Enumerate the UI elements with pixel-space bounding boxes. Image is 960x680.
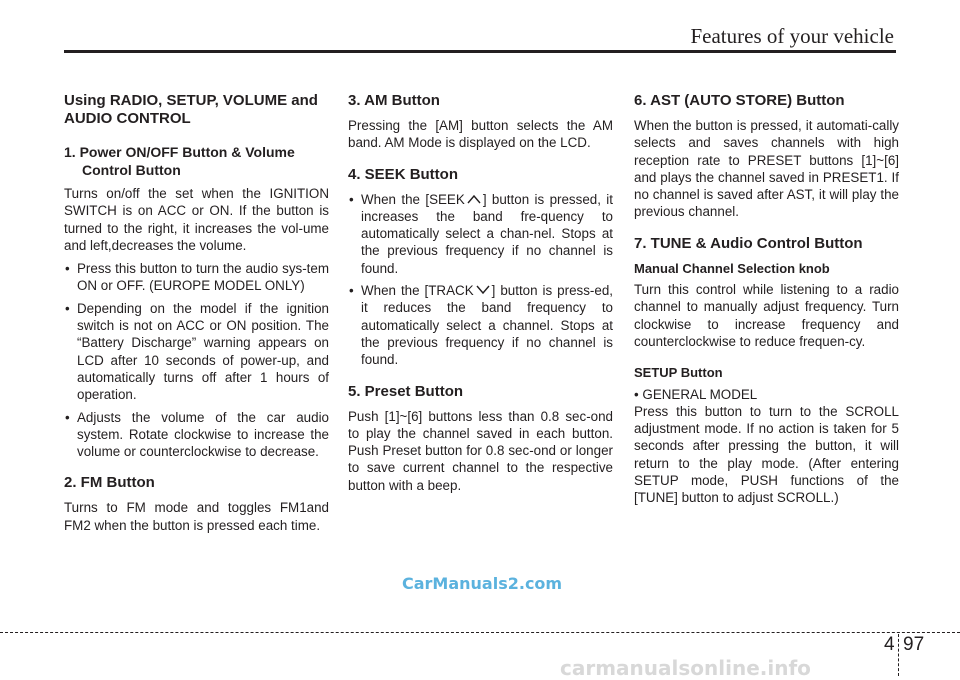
seek-bullet-post: ] button is pressed, it increases the band fre-quency to automatically select a chan-nel. Stops at the previous frequency if no channel is found. xyxy=(361,191,614,276)
preset-button-heading: 5. Preset Button xyxy=(348,382,464,400)
list-item xyxy=(348,191,613,277)
column-1 xyxy=(64,92,329,540)
am-button-text: Pressing the [AM] button selects the AM band. AM Mode is displayed on the LCD. xyxy=(348,118,613,151)
setup-button-heading: SETUP Button xyxy=(634,365,723,381)
watermark-site: carmanualsonline.info xyxy=(560,656,811,680)
power-button-list xyxy=(64,260,329,460)
page-number: 97 xyxy=(903,634,925,655)
header-rule xyxy=(64,50,896,53)
power-button-text: Turns on/off the set when the IGNITION SWITCH is on ACC or ON. If the button is turned to the right, it increases the vol-ume and left,decreases the volume. xyxy=(64,186,329,253)
column-3 xyxy=(634,92,899,513)
track-bullet-pre: When the [TRACK xyxy=(361,283,474,299)
list-item: • Press this button to turn the audio sys-tem ON or OFF. (EUROPE MODEL ONLY) xyxy=(64,260,329,295)
watermark-logo[interactable]: CarManuals2.com xyxy=(402,574,563,593)
section-title: Using RADIO, SETUP, VOLUME and AUDIO CONTROL xyxy=(64,92,318,127)
power-button-heading: 1. Power ON/OFF Button & Volume Control Button xyxy=(64,144,295,178)
fm-button-heading: 2. FM Button xyxy=(64,474,155,492)
seek-button-heading: 4. SEEK Button xyxy=(348,165,459,183)
am-button-heading: 3. AM Button xyxy=(348,92,440,109)
fm-button-text: Turns to FM mode and toggles FM1and FM2 when the button is pressed each time. xyxy=(64,500,329,533)
ast-button-text: When the button is pressed, it automati-cally selects and saves channels with high reception rate to PRESET buttons [1]~[6] and plays the channel saved in PRESET1. If no channel is saved after AST, it will play the previous channel. xyxy=(634,118,899,220)
setup-general-label: • GENERAL MODEL xyxy=(634,386,758,402)
setup-button-text: Press this button to turn to the SCROLL adjustment mode. If no action is taken for 5 seconds after pressing the button, it will return to the play mode. (After entering SETUP mode, PUSH functions of the [TUNE] button to adjust SCROLL.) xyxy=(634,403,899,506)
seek-bullet-pre: When the [SEEK xyxy=(361,191,465,207)
page-header-title: Features of your vehicle xyxy=(690,24,894,48)
chapter-number: 4 xyxy=(884,634,895,655)
footer-rule xyxy=(0,632,960,633)
track-bullet-post: ] button is press-ed, it reduces the band frequency to automatically select a channel. Stops at the previous frequency if no channel is found. xyxy=(361,283,613,368)
list-item: • Adjusts the volume of the car audio system. Rotate clockwise to increase the volume or counterclockwise to decrease. xyxy=(64,409,329,461)
seek-button-list xyxy=(348,191,613,369)
ast-button-heading: 6. AST (AUTO STORE) Button xyxy=(634,92,845,109)
preset-button-text: Push [1]~[6] buttons less than 0.8 sec-ond to play the channel saved in each button. Push Preset button for 0.8 sec-ond or longer to save current channel to the respective button with a beep. xyxy=(348,408,613,493)
page-separator xyxy=(898,634,899,676)
column-2 xyxy=(348,92,613,500)
list-item xyxy=(348,282,613,368)
manual-channel-text: Turn this control while listening to a radio channel to manually adjust frequency. Turn clockwise to increase frequency and counterclockwise to reduce frequen-cy. xyxy=(634,282,899,349)
manual-channel-heading: Manual Channel Selection knob xyxy=(634,260,830,276)
chevron-up-icon xyxy=(466,193,482,205)
tune-button-heading: 7. TUNE & Audio Control Button xyxy=(634,234,863,252)
chevron-down-icon xyxy=(475,284,491,296)
list-item: • Depending on the model if the ignition switch is not on ACC or ON position. The “Battery Discharge” warning appears on LCD after 10 seconds of power-up, and automatically turns off after 1 hours of operation. xyxy=(64,300,329,404)
